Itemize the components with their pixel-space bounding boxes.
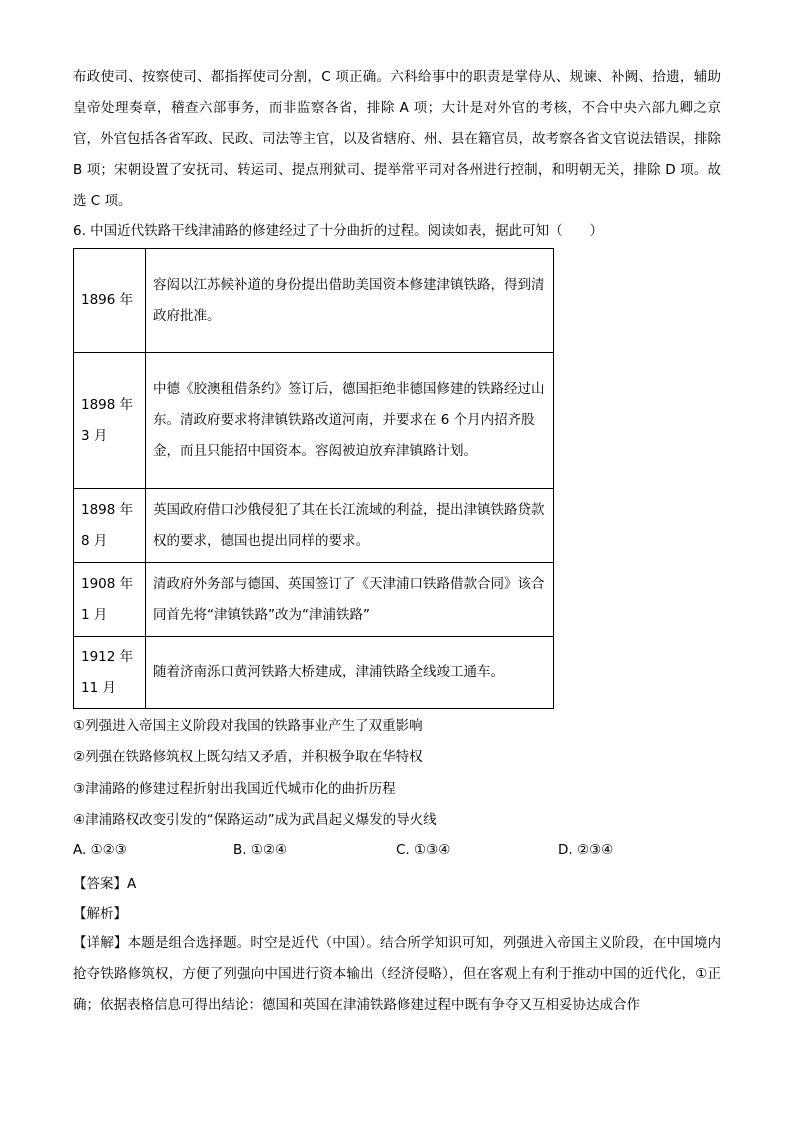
table-year-cell: 1898 年 8 月 xyxy=(74,489,146,563)
table-year-cell: 1912 年 11 月 xyxy=(74,637,146,709)
option-b: B. ①②④ xyxy=(233,842,288,858)
railway-history-table xyxy=(73,248,554,709)
table-row xyxy=(74,563,554,637)
table-event-cell: 清政府外务部与德国、英国签订了《天津浦口铁路借款合同》该合同首先将“津镇铁路”改为“津浦铁路” xyxy=(146,563,554,637)
table-event-cell: 容闳以江苏候补道的身份提出借助美国资本修建津镇铁路，得到清政府批准。 xyxy=(146,249,554,353)
option-d: D. ②③④ xyxy=(558,842,614,858)
statement-1: ①列强进入帝国主义阶段对我国的铁路事业产生了双重影响 xyxy=(73,718,423,734)
answer-explanation-paragraph: 布政使司、按察使司、都指挥使司分割，C 项正确。六科给事中的职责是掌侍从、规谏、补阙、拾遗，辅助皇帝处理奏章，稽查六部事务，而非监察各省，排除 A 项；大计是对外官的考核，不合中央六部九卿之京官，外官包括各省军政、民政、司法等主官，以及省辖府、州、县在籍官员，故考察各省文官说法错误，排除 B 项；宋朝设置了安抚司、转运司、提点刑狱司、提举常平司对各州进行控制，和明朝无关，排除 D 项。故选 C 项。 xyxy=(73,69,721,209)
table-event-cell: 英国政府借口沙俄侵犯了其在长江流域的利益，提出津镇铁路贷款权的要求，德国也提出同样的要求。 xyxy=(146,489,554,563)
detail-paragraph: 【详解】本题是组合选择题。时空是近代（中国）。结合所学知识可知，列强进入帝国主义阶段，在中国境内抢夺铁路修筑权，方便了列强向中国进行资本输出（经济侵略），但在客观上有利于推动中国的近代化，①正确；依据表格信息可得出结论：德国和英国在津浦铁路修建过程中既有争夺又互相妥协达成合作 xyxy=(73,935,721,1013)
analysis-label: 【解析】 xyxy=(73,906,127,922)
table-year-cell: 1908 年 1 月 xyxy=(74,563,146,637)
question-6-stem: 6. 中国近代铁路干线津浦路的修建经过了十分曲折的过程。阅读如表，据此可知（ ） xyxy=(73,223,604,239)
statement-3: ③津浦路的修建过程折射出我国近代城市化的曲折历程 xyxy=(73,781,396,797)
table-row xyxy=(74,249,554,353)
statement-4: ④津浦路权改变引发的“保路运动”成为武昌起义爆发的导火线 xyxy=(73,812,437,828)
option-c: C. ①③④ xyxy=(396,842,451,858)
answer-line: 【答案】A xyxy=(73,876,137,892)
table-event-cell: 随着济南泺口黄河铁路大桥建成，津浦铁路全线竣工通车。 xyxy=(146,637,554,709)
table-row xyxy=(74,489,554,563)
option-a: A. ①②③ xyxy=(73,842,127,858)
table-row xyxy=(74,353,554,489)
table-row xyxy=(74,637,554,709)
table-event-cell: 中德《胶澳租借条约》签订后，德国拒绝非德国修建的铁路经过山东。清政府要求将津镇铁路改道河南，并要求在 6 个月内招齐股金，而且只能招中国资本。容闳被迫放弃津镇路计划。 xyxy=(146,353,554,489)
table-year-cell: 1896 年 xyxy=(74,249,146,353)
table-year-cell: 1898 年 3 月 xyxy=(74,353,146,489)
statement-2: ②列强在铁路修筑权上既勾结又矛盾，并积极争取在华特权 xyxy=(73,749,423,765)
